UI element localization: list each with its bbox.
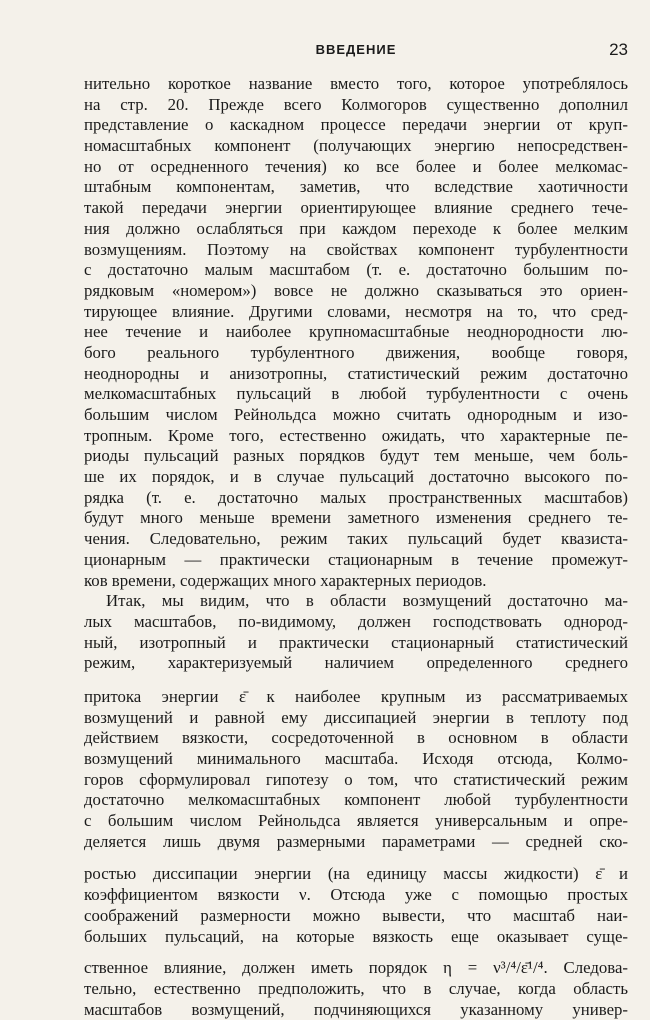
text-line: номасштабных компонент (получающих энергию непосредствен- — [84, 136, 628, 156]
text-line: будут много меньше времени заметного изменения среднего те- — [84, 508, 628, 528]
text-line: достаточно мелкомасштабных компонент любой турбулентности — [84, 790, 628, 810]
text-line: рядка (т. е. достаточно малых пространственных масштабов) — [84, 487, 628, 507]
text-line: тропным. Кроме того, естественно ожидать, что характерные пе- — [84, 425, 628, 445]
paragraph-first-line: Итак, мы видим, что в области возмущений достаточно ма- — [106, 591, 628, 611]
text-line: соображений размерности можно вывести, что масштаб наи- — [84, 905, 628, 925]
text-line: чения. Следовательно, режим таких пульсаций будет квазиста- — [84, 529, 628, 549]
text-line: бого реального турбулентного движения, вообще говоря, — [84, 342, 628, 362]
text-line: ный, изотропный и практически стационарный статистический — [84, 632, 628, 652]
text-line: ростью диссипации энергии (на единицу массы жидкости) ε̄ и — [84, 864, 628, 884]
text-line: представление о каскадном процессе передачи энергии от круп- — [84, 115, 628, 135]
text-line: но от осредненного течения) ко все более и более мелкомас- — [84, 156, 628, 176]
text-line: возмущениям. Поэтому на свойствах компонент турбулентности — [84, 239, 628, 259]
text-line: нительно короткое название вместо того, которое употреблялось — [84, 74, 628, 93]
text-line: лых масштабов, по-видимому, должен господствовать однород- — [84, 611, 628, 631]
text-line: на стр. 20. Прежде всего Колмогоров существенно дополнил — [84, 94, 628, 114]
text-line: ков времени, содержащих много характерных периодов. — [84, 570, 487, 590]
text-line: нее течение и наиболее крупномасштабные неоднородности лю- — [84, 322, 628, 342]
text-line: мелкомасштабных пульсаций в любой турбулентности с очень — [84, 384, 628, 404]
text-line: больших пульсаций, на которые вязкость еще оказывает суще- — [84, 926, 628, 946]
text-line: ния должно ослабляться при каждом переходе к более мелким — [84, 218, 628, 238]
text-line: действием вязкости, сосредоточенной в основном в области — [84, 728, 628, 748]
text-line: риоды пульсаций разных порядков будут тем меньше, чем боль- — [84, 446, 628, 466]
text-line: тельно, естественно предположить, что в случае, когда область — [84, 978, 628, 998]
text-line: режим, характеризуемый наличием определенного среднего — [84, 653, 628, 673]
text-line: неоднородны и анизотропны, статистический режим достаточно — [84, 363, 628, 383]
text-line: такой передачи энергии ориентирующее влияние среднего тече- — [84, 198, 628, 218]
text-line: рядковым «номером») вовсе не должно сказываться это ориен- — [84, 280, 628, 300]
text-line: ше их порядок, и в случае пульсаций достаточно высокого по- — [84, 467, 628, 487]
body-text — [84, 74, 628, 1020]
text-line: притока энергии ε̄ к наиболее крупным из рассматриваемых — [84, 686, 628, 706]
text-line: горов сформулировал гипотезу о том, что статистический режим — [84, 769, 628, 789]
page-header — [84, 42, 628, 66]
text-line: масштабов возмущений, подчиняющихся указанному универ- — [84, 999, 628, 1019]
text-line: ционарным — практически стационарным в течение промежут- — [84, 549, 628, 569]
text-line: с большим числом Рейнольдса является универсальным и опре- — [84, 811, 628, 831]
text-line: штабным компонентам, заметив, что вследствие хаотичности — [84, 177, 628, 197]
text-line-formula: ственное влияние, должен иметь порядок η = ν³/⁴/ε̄¹/⁴. Следова- — [84, 958, 628, 978]
running-title: ВВЕДЕНИЕ — [315, 42, 397, 57]
text-line: деляется лишь двумя размерными параметрами — средней ско- — [84, 831, 628, 851]
text-line: коэффициентом вязкости ν. Отсюда уже с помощью простых — [84, 885, 628, 905]
text-line: большим числом Рейнольдса можно считать однородным и изо- — [84, 405, 628, 424]
text-line: возмущений минимального масштаба. Исходя отсюда, Колмо- — [84, 749, 628, 768]
page-number: 23 — [609, 40, 628, 59]
text-line: возмущений и равной ему диссипацией энергии в теплоту под — [84, 707, 628, 727]
text-line: тирующее влияние. Другими словами, несмотря на то, что сред- — [84, 301, 628, 321]
text-line: с достаточно малым масштабом (т. е. достаточно большим по- — [84, 260, 628, 280]
